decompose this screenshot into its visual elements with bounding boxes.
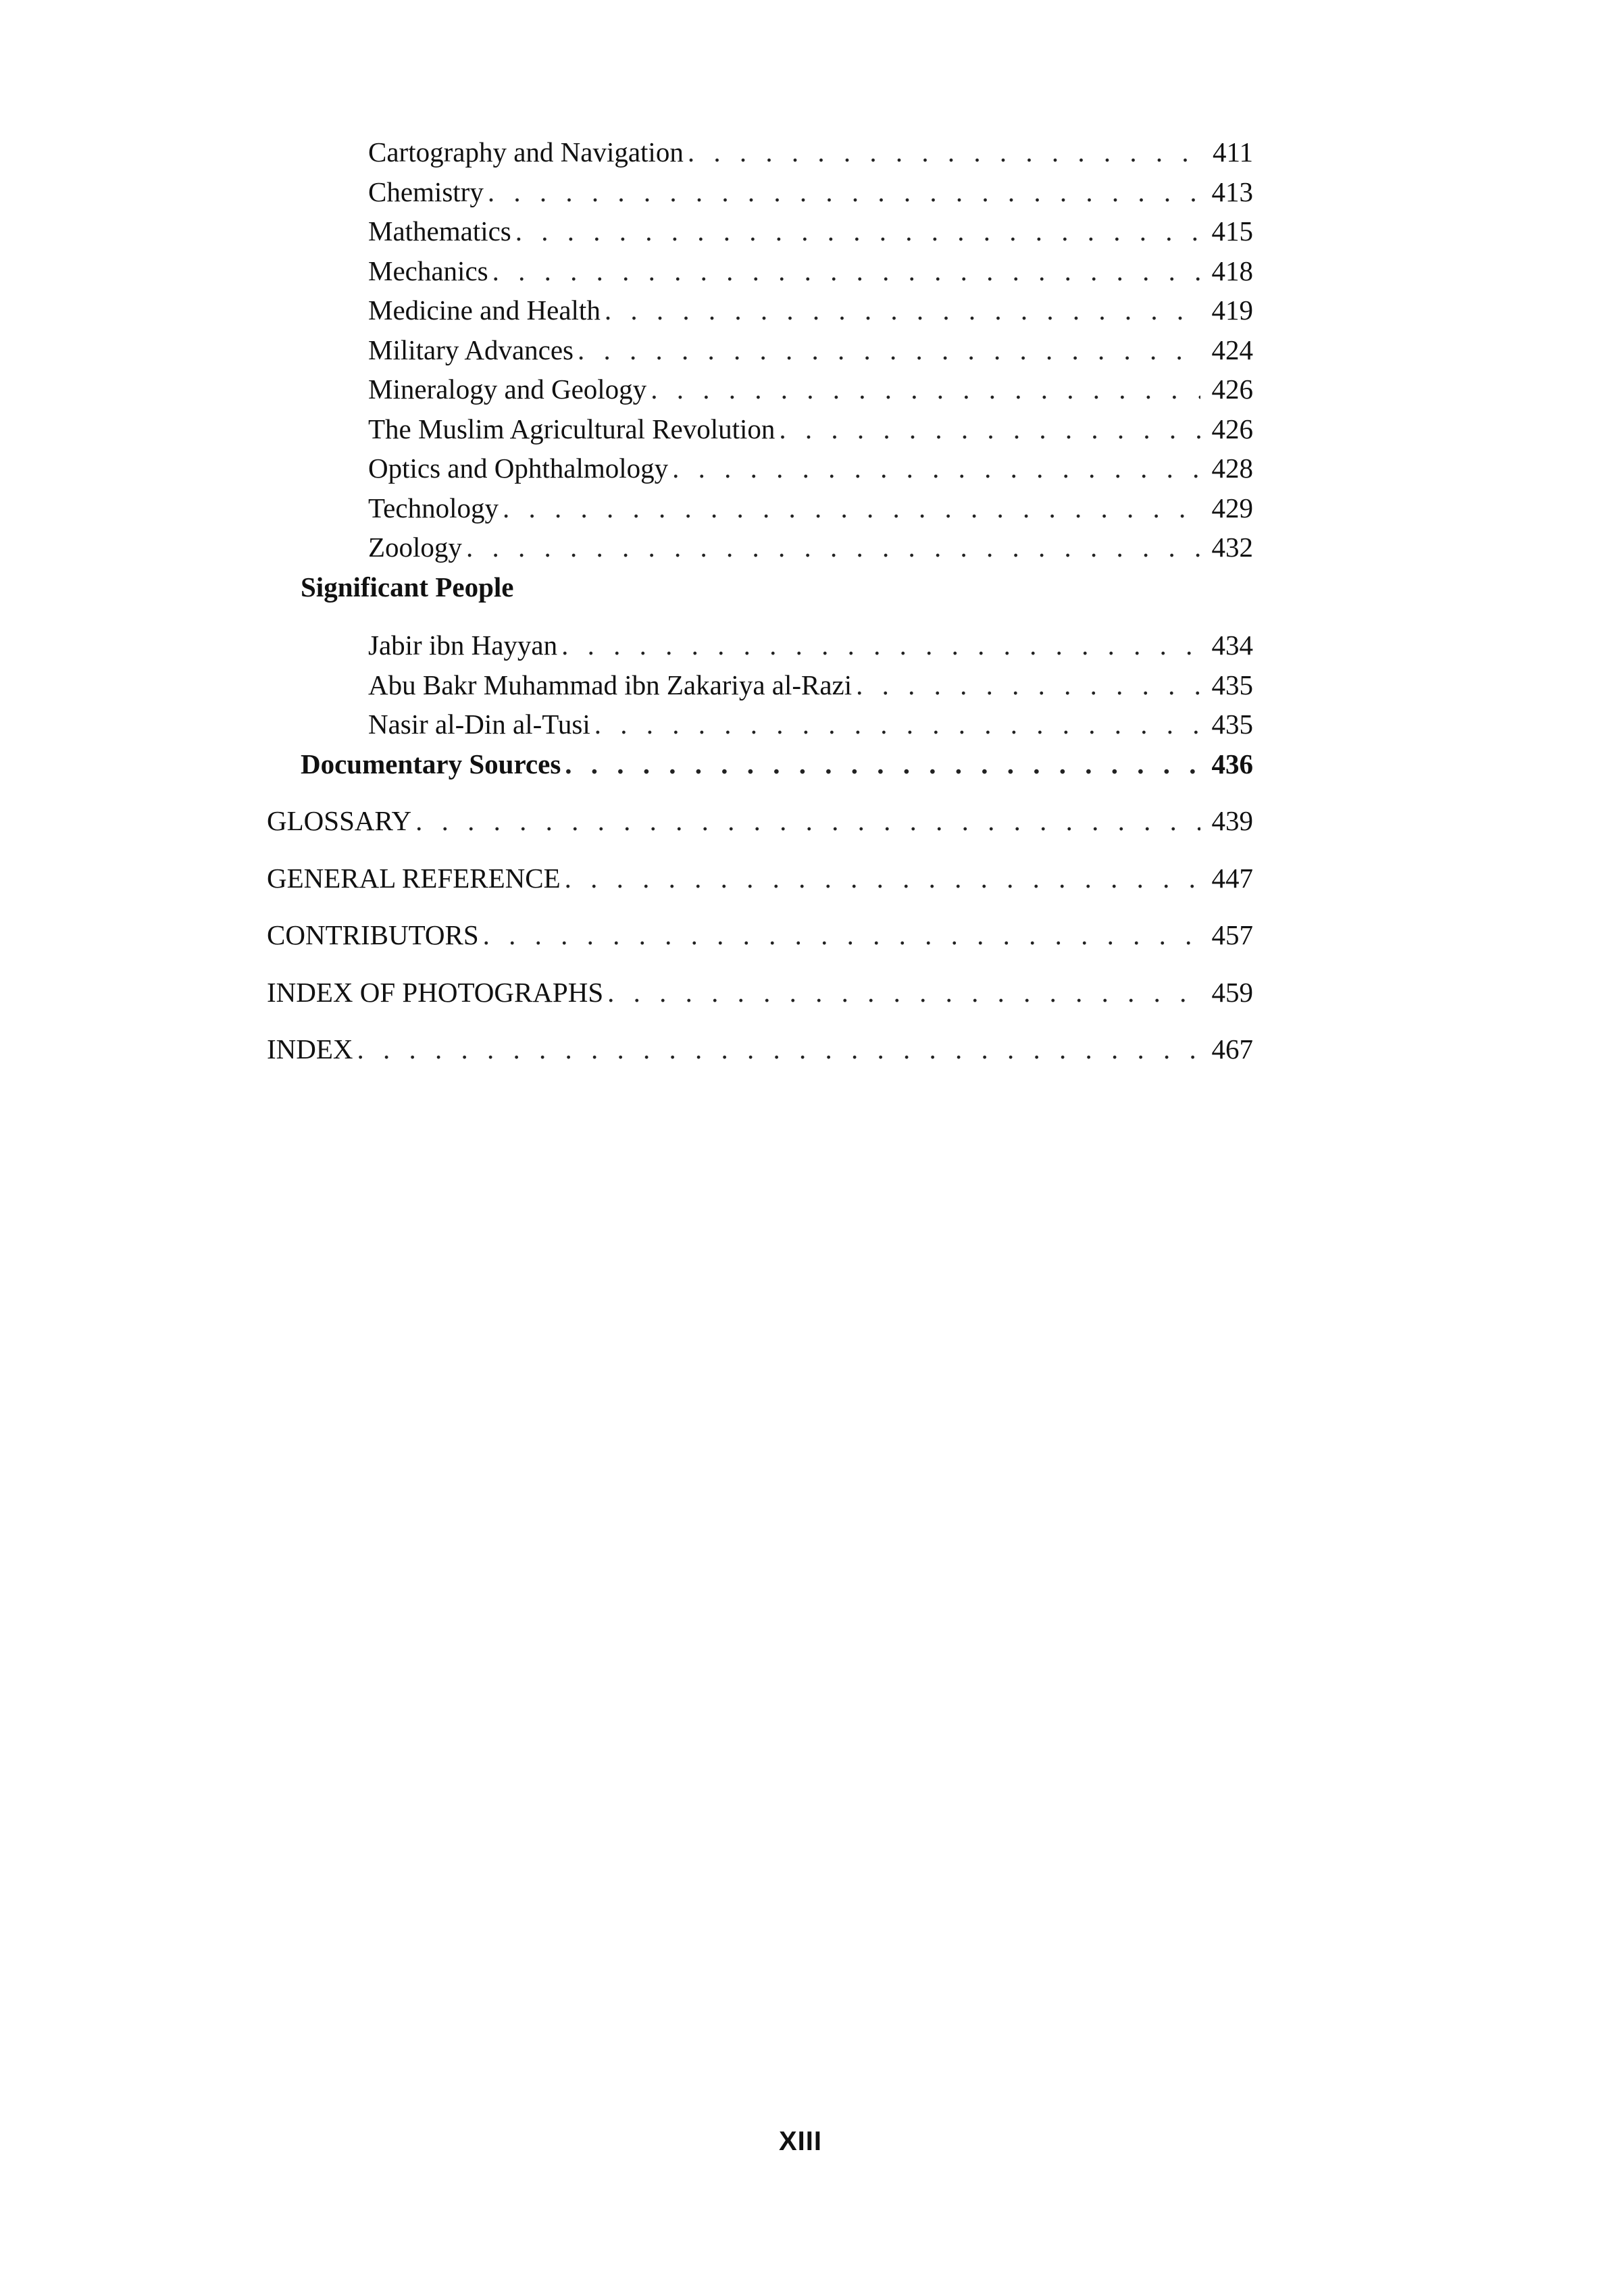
toc-entry-title: Zoology xyxy=(368,532,462,563)
toc-entry-page: 434 xyxy=(1211,630,1253,661)
toc-entry[interactable] xyxy=(267,449,1253,488)
leader-dots xyxy=(672,449,1200,488)
toc-entry[interactable] xyxy=(267,488,1253,528)
toc-entry[interactable] xyxy=(267,705,1253,744)
leader-dots xyxy=(607,973,1200,1013)
toc-entry-page: 426 xyxy=(1211,374,1253,405)
toc-entry-page: 415 xyxy=(1211,215,1253,247)
toc-entry-page: 413 xyxy=(1211,176,1253,207)
toc-entry[interactable] xyxy=(267,211,1253,251)
leader-dots xyxy=(565,744,1200,784)
toc-entry-page: 432 xyxy=(1211,532,1253,563)
toc-entry[interactable] xyxy=(267,528,1253,567)
toc-entry-title: Cartography and Navigation xyxy=(368,136,684,168)
leader-dots xyxy=(578,330,1200,370)
section-heading-significant-people[interactable]: Significant People xyxy=(301,571,514,603)
toc-entry-title: GLOSSARY xyxy=(267,805,412,836)
leader-dots xyxy=(605,290,1200,330)
toc-entry[interactable] xyxy=(267,132,1253,172)
toc-entry-title: Documentary Sources xyxy=(301,748,561,780)
leader-dots xyxy=(779,409,1200,449)
toc-entry[interactable] xyxy=(267,665,1253,705)
page-number-folio: XIII xyxy=(778,2126,823,2156)
toc-entry-page: 439 xyxy=(1211,805,1253,836)
toc-entry-index[interactable] xyxy=(267,1029,1253,1069)
toc-entry-title: INDEX xyxy=(267,1034,353,1065)
toc-entry-title: Optics and Ophthalmology xyxy=(368,453,669,484)
leader-dots xyxy=(488,172,1200,212)
toc-entry-title: Medicine and Health xyxy=(368,295,601,326)
toc-entry-page: 457 xyxy=(1211,919,1253,950)
toc-entry[interactable] xyxy=(267,251,1253,291)
toc-entry[interactable] xyxy=(267,369,1253,409)
toc-entry-title: CONTRIBUTORS xyxy=(267,919,479,950)
leader-dots xyxy=(565,859,1200,898)
toc-entry[interactable] xyxy=(267,330,1253,370)
leader-dots xyxy=(483,915,1200,955)
toc-entry[interactable] xyxy=(267,409,1253,449)
leader-dots xyxy=(688,132,1200,172)
toc-entry-page: 418 xyxy=(1211,255,1253,286)
toc-entry-page: 428 xyxy=(1211,453,1253,484)
leader-dots xyxy=(492,251,1200,291)
leader-dots xyxy=(503,488,1200,528)
toc-entry-title: Technology xyxy=(368,492,499,524)
toc-entry-page: 429 xyxy=(1211,492,1253,524)
toc-entry-page: 419 xyxy=(1211,295,1253,326)
toc-entry-title: Chemistry xyxy=(368,176,484,207)
toc-entry-title: Nasir al-Din al-Tusi xyxy=(368,709,590,740)
toc-entry-title: Jabir ibn Hayyan xyxy=(368,630,558,661)
toc-entry-title: Military Advances xyxy=(368,334,574,365)
toc-entry[interactable] xyxy=(267,626,1253,665)
toc-entry-title: INDEX OF PHOTOGRAPHS xyxy=(267,976,604,1008)
toc-entry-title: Abu Bakr Muhammad ibn Zakariya al-Razi xyxy=(368,669,853,700)
leader-dots xyxy=(357,1029,1200,1069)
toc-entry-page: 459 xyxy=(1211,976,1253,1008)
toc-entry-page: 447 xyxy=(1211,862,1253,894)
toc-entry-page: 435 xyxy=(1211,669,1253,700)
toc-entry-page: 411 xyxy=(1213,136,1253,168)
toc-entry-title: GENERAL REFERENCE xyxy=(267,862,561,894)
leader-dots xyxy=(515,211,1200,251)
toc-entry-documentary-sources[interactable] xyxy=(267,744,1253,784)
leader-dots xyxy=(561,626,1200,665)
toc-entry-title: Mineralogy and Geology xyxy=(368,374,647,405)
toc-entry-page: 435 xyxy=(1211,709,1253,740)
toc-entry-page: 424 xyxy=(1211,334,1253,365)
toc-entry-page: 467 xyxy=(1211,1034,1253,1065)
toc-entry-index-of-photographs[interactable] xyxy=(267,973,1253,1013)
toc-entry[interactable] xyxy=(267,172,1253,212)
toc-entry-page: 426 xyxy=(1211,413,1253,444)
leader-dots xyxy=(856,665,1200,705)
table-of-contents xyxy=(267,132,1253,1069)
leader-dots xyxy=(466,528,1200,567)
leader-dots xyxy=(651,369,1200,409)
toc-entry-general-reference[interactable] xyxy=(267,859,1253,898)
toc-entry-title: Mechanics xyxy=(368,255,488,286)
leader-dots xyxy=(415,801,1200,841)
toc-entry-title: Mathematics xyxy=(368,215,511,247)
toc-entry[interactable] xyxy=(267,290,1253,330)
toc-entry-page: 436 xyxy=(1211,748,1253,780)
toc-entry-contributors[interactable] xyxy=(267,915,1253,955)
toc-entry-title: The Muslim Agricultural Revolution xyxy=(368,413,776,444)
leader-dots xyxy=(594,705,1200,744)
toc-entry-glossary[interactable] xyxy=(267,801,1253,841)
